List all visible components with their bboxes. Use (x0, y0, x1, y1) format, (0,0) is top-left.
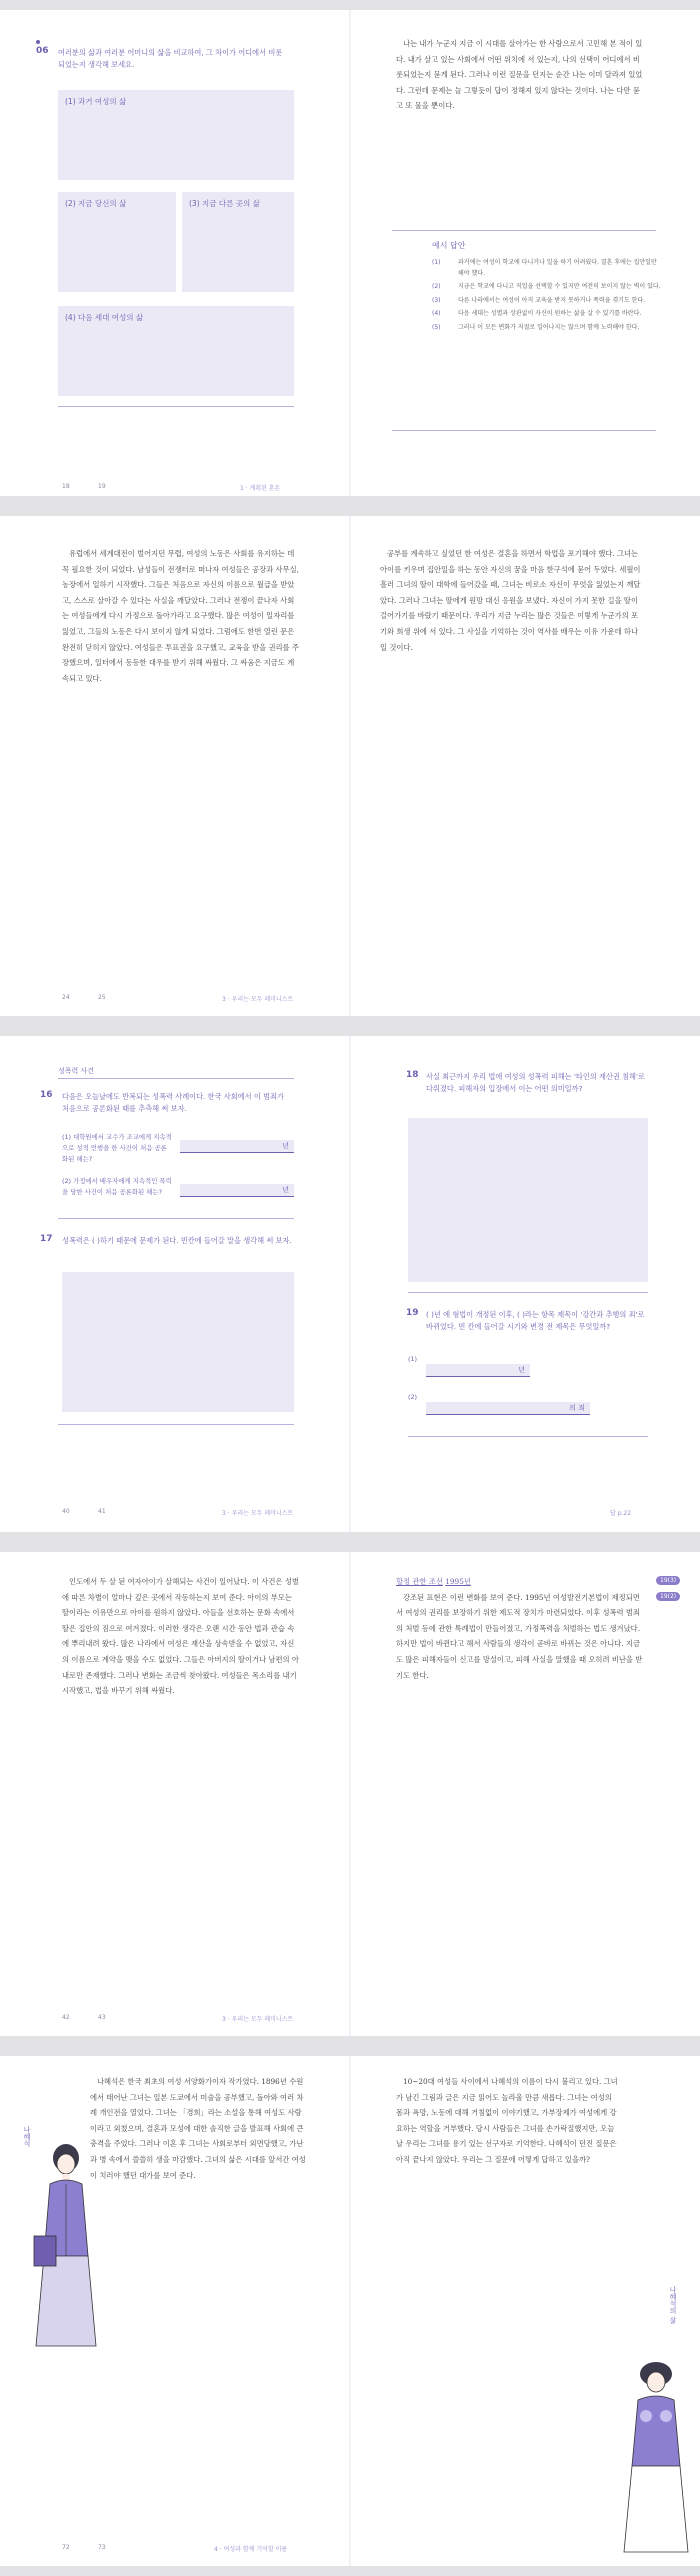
running-head: 1 · 계획된 혼돈 (240, 485, 281, 492)
section-tag: 성폭력 사건 (58, 1067, 95, 1075)
body-text (62, 1574, 300, 1699)
left-page (0, 516, 350, 1016)
woman-illustration (620, 2356, 692, 2556)
unit-label: 년 (282, 1142, 289, 1150)
highlight: 1995년 (445, 1577, 471, 1586)
divider (392, 230, 656, 231)
divider (58, 1424, 294, 1425)
question-text: 여러분의 삶과 여러분 어머니의 삶을 비교하여, 그 차이가 어디에서 비롯되었는지 생각해 보세요. (58, 48, 283, 69)
page-number: 18 (62, 483, 70, 490)
page-number: 24 (62, 994, 70, 1001)
box-label: (3) 지금 다른 곳의 삶 (189, 199, 260, 208)
question-number: 06 (36, 46, 49, 56)
left-page (0, 1552, 350, 2036)
sub-question-label: (1) (408, 1355, 418, 1363)
paragraph: 10~20대 여성들 사이에서 나혜석의 이름이 다시 불리고 있다. 그녀가 남긴 그림과 글은 지금 읽어도 놀라울 만큼 새롭다. 그녀는 여성의 몸과 욕망, 노동에 대해 거침없이 이야기했고, 가부장제가 여성에게 강요하는 역할을 거부했다. 당시 사람들은 그녀를 손가락질했지만, 오늘날 우리는 그녀를 용기 있는 선구자로 기억한다. 나혜석이 던진 질문은 아직 끝나지 않았다. 우리는 그 질문에 어떻게 답하고 있을까? (396, 2077, 618, 2164)
paragraph: 유럽에서 세계대전이 벌어지던 무렵, 여성의 노동은 사회를 유지하는 데 꼭 필요한 것이 되었다. 남성들이 전쟁터로 떠나자 여성들은 공장과 사무실, 농장에서 일하기 시작했다. 그들은 처음으로 자신의 이름으로 월급을 받았고, 스스로 살아갈 수 있다는 사실을 깨달았다. 그러나 전쟁이 끝나자 사회는 여성들에게 다시 가정으로 돌아가라고 요구했다. 많은 여성이 일자리를 잃었고, 그들의 노동은 다시 보이지 않게 되었다. 그럼에도 한번 열린 문은 완전히 닫히지 않았다. 여성들은 투표권을 요구했고, 교육을 받을 권리를 주장했으며, 일터에서 동등한 대우를 받기 위해 싸웠다. 그 싸움은 지금도 계속되고 있다. (62, 549, 299, 683)
example-row (432, 323, 664, 334)
answer-box[interactable] (62, 1272, 294, 1412)
example-text: 과거에는 여성이 학교에 다니거나 일을 하기 어려웠다. 결혼 후에는 집안일만 해야 했다. (458, 259, 657, 277)
paragraph: 나혜석은 한국 최초의 여성 서양화가이자 작가였다. 1896년 수원에서 태어난 그녀는 일본 도쿄에서 미술을 공부했고, 돌아와 여러 차례 개인전을 열었다. 그녀는 「경희」라는 소설을 통해 여성도 사람이라고 외쳤으며, 결혼과 모성에 대한 솔직한 글을 발표해 사회에 큰 충격을 주었다. 그러나 이혼 후 그녀는 사회로부터 외면당했고, 가난과 병 속에서 쓸쓸히 생을 마감했다. 그녀의 삶은 시대를 앞서간 여성이 치러야 했던 대가를 보여 준다. (90, 2077, 306, 2180)
answer-box-1[interactable] (58, 90, 294, 180)
running-head: 3 · 우리는 모두 페미니스트 (222, 1510, 294, 1517)
paragraph: 강조된 표현은 이런 변화를 보여 준다. 1995년 여성발전기본법이 제정되면서 여성의 권리를 보장하기 위한 제도적 장치가 마련되었다. 이후 성폭력 범죄의 처벌 등에 관한 특례법이 만들어졌고, 가정폭력을 처벌하는 법도 생겨났다. 하지만 법이 바뀐다고 해서 사람들의 생각이 곧바로 바뀌는 것은 아니다. 지금도 많은 피해자들이 신고를 망설이고, 피해 사실을 말했을 때 오히려 비난을 받기도 한다. (396, 1592, 643, 1680)
body-text (380, 546, 642, 655)
example-row (432, 309, 664, 320)
spread-5 (0, 2056, 700, 2566)
body-text (396, 2074, 618, 2168)
page-number: 73 (98, 2544, 106, 2551)
example-tag: (4) (432, 310, 441, 317)
question-number: 17 (40, 1234, 53, 1244)
running-head: 3 · 우리는 모두 페미니스트 (222, 996, 294, 1003)
question-number: 16 (40, 1090, 53, 1100)
reference-badge: 19(3) (656, 1576, 680, 1585)
page-number: 41 (98, 1508, 106, 1515)
answer-field[interactable] (426, 1402, 590, 1415)
page-number: 40 (62, 1508, 70, 1515)
answer-field[interactable] (180, 1140, 294, 1153)
example-tag: (1) (432, 259, 441, 266)
page-number: 42 (62, 2014, 70, 2021)
paragraph: 인도에서 두 살 된 여자아이가 살해되는 사건이 일어났다. 이 사건은 성별에 따른 차별이 얼마나 깊은 곳에서 작동하는지 보여 준다. 아이의 부모는 딸이라는 이유만으로 아이를 원하지 않았다. 아들을 선호하는 문화 속에서 딸은 집안의 짐으로 여겨졌다. 이러한 생각은 오랜 시간 동안 법과 관습 속에 뿌리내려 왔다. 많은 나라에서 여성은 재산을 상속받을 수 없었고, 자신의 이름으로 계약을 맺을 수도 없었다. 그들은 아버지의 딸이거나 남편의 아내로만 존재했다. 그러나 변화는 조금씩 찾아왔다. 여성들은 목소리를 내기 시작했고, 법을 바꾸기 위해 싸웠다. (62, 1577, 299, 1696)
answer-hint: 답 p.22 (610, 1510, 632, 1517)
left-page (0, 2056, 350, 2566)
side-label: 나혜석의 삶 (669, 2286, 677, 2324)
question-text: 성폭력은 ( )하기 때문에 문제가 된다. 빈칸에 들어갈 말을 생각해 써 보자. (62, 1236, 292, 1245)
example-text: 다음 세대는 성별과 상관없이 자신이 원하는 삶을 살 수 있기를 바란다. (458, 310, 642, 317)
example-row (432, 282, 664, 293)
divider (58, 406, 294, 407)
page-number: 25 (98, 994, 106, 1001)
divider (408, 1292, 648, 1293)
paragraph: 나는 내가 누군지 지금 이 시대를 살아가는 한 사람으로서 고민해 본 적이 있다. 내가 살고 있는 사회에서 어떤 위치에 서 있는지, 나의 선택이 어디에서 비롯되었는지 묻게 된다. 그러나 이런 질문을 던지는 순간 나는 이미 달라져 있었다. 그런데 문제는 늘 그렇듯이 답이 정해져 있지 않다는 것이다. 나는 다만 묻고 또 물을 뿐이다. (396, 39, 643, 111)
answer-box-4[interactable] (58, 306, 294, 396)
body-text (396, 36, 646, 114)
left-page (0, 1036, 350, 1532)
reference-badge: 19(2) (656, 1592, 680, 1601)
running-head: 3 · 우리는 모두 페미니스트 (222, 2016, 294, 2023)
answer-box-3[interactable] (182, 192, 294, 292)
box-label: (1) 과거 여성의 삶 (65, 97, 127, 106)
unit-label: 의 죄 (569, 1404, 585, 1412)
right-page (350, 1036, 700, 1532)
spread-3 (0, 1036, 700, 1532)
question-text: ( )년 에 형법이 개정된 이후, ( )라는 항목 제목이 '강간과 추행의 죄'로 바뀌었다. 빈 칸에 들어갈 시기와 변경 전 제목은 무엇일까? (426, 1310, 645, 1331)
highlight: 할정 관한 조선 (396, 1577, 443, 1586)
running-head: 4 · 여성과 함께 기억할 이름 (214, 2546, 288, 2553)
spread-1 (0, 10, 700, 496)
unit-label: 년 (282, 1186, 289, 1194)
answer-box[interactable] (408, 1118, 648, 1282)
example-tag: (3) (432, 296, 441, 304)
example-text: 다른 나라에서는 여성이 아직 교육을 받지 못하거나 폭력을 겪기도 한다. (458, 296, 646, 304)
box-label: (4) 다음 세대 여성의 삶 (65, 313, 144, 322)
question-text: 사실 최근까지 우리 법에 여성의 성폭력 피해는 '타인의 재산권 침해'로 다뤄졌다. 피해자의 입장에서 이는 어떤 의미일까? (426, 1072, 645, 1093)
answer-box-2[interactable] (58, 192, 176, 292)
unit-label: 년 (518, 1366, 525, 1374)
page-number: 72 (62, 2544, 70, 2551)
right-page (350, 10, 700, 496)
body-text (90, 2074, 308, 2183)
left-page (0, 10, 350, 496)
right-page (350, 516, 700, 1016)
right-page (350, 1552, 700, 2036)
page-number: 19 (98, 483, 106, 490)
divider (58, 1218, 294, 1219)
divider (408, 1436, 648, 1437)
sub-question: (2) 가정에서 배우자에게 지속적인 폭력을 당한 사건이 처음 공론화된 해는? (62, 1177, 172, 1196)
sub-question-label: (2) (408, 1393, 418, 1401)
example-tag: (5) (432, 323, 441, 331)
side-label: 나혜석 (23, 2126, 31, 2147)
right-page (350, 2056, 700, 2566)
question-number: 19 (406, 1308, 419, 1318)
divider (58, 1078, 294, 1079)
example-row (432, 258, 664, 279)
example-title: 예시 답안 (432, 241, 466, 250)
body-text (396, 1574, 646, 1683)
example-row (432, 296, 664, 307)
example-text: 지금은 학교에 다니고 직업을 선택할 수 있지만 여전히 보이지 않는 벽이 있다. (458, 283, 661, 290)
example-text: 그러나 이 모든 변화가 저절로 일어나지는 않으며 함께 노력해야 한다. (458, 323, 640, 331)
box-label: (2) 지금 당신의 삶 (65, 199, 127, 208)
sub-question: (1) 대학원에서 교수가 조교에게 지속적으로 성적 언행을 한 사건이 처음 공론화된 해는? (62, 1133, 172, 1163)
bullet (36, 40, 40, 44)
page-number: 43 (98, 2014, 106, 2021)
paragraph: 공부를 계속하고 싶었던 한 여성은 결혼을 하면서 학업을 포기해야 했다. 그녀는 아이를 키우며 집안일을 하는 동안 자신의 꿈을 마음 한구석에 묻어 두었다. 세월이 흘러 그녀의 딸이 대학에 들어갔을 때, 그녀는 비로소 자신이 무엇을 잃었는지 깨달았다. 그러나 그녀는 딸에게 원망 대신 응원을 보냈다. 자신이 가지 못한 길을 딸이 걸어가기를 바랐기 때문이다. 우리가 지금 누리는 많은 것들은 이렇게 누군가의 포기와 희생 위에 서 있다. 그 사실을 기억하는 것이 역사를 배우는 이유 가운데 하나일 것이다. (380, 549, 641, 652)
example-tag: (2) (432, 283, 441, 290)
divider (392, 430, 656, 431)
question-text: 다음은 오늘날에도 반복되는 성폭력 사례이다. 한국 사회에서 이 범죄가 처음으로 공론화된 때를 추측해 써 보자. (62, 1092, 284, 1113)
question-number: 18 (406, 1070, 419, 1080)
example-list (432, 258, 664, 336)
answer-field[interactable] (426, 1364, 530, 1377)
answer-field[interactable] (180, 1184, 294, 1197)
body-text (62, 546, 300, 686)
spread-4 (0, 1552, 700, 2036)
spread-2 (0, 516, 700, 1016)
